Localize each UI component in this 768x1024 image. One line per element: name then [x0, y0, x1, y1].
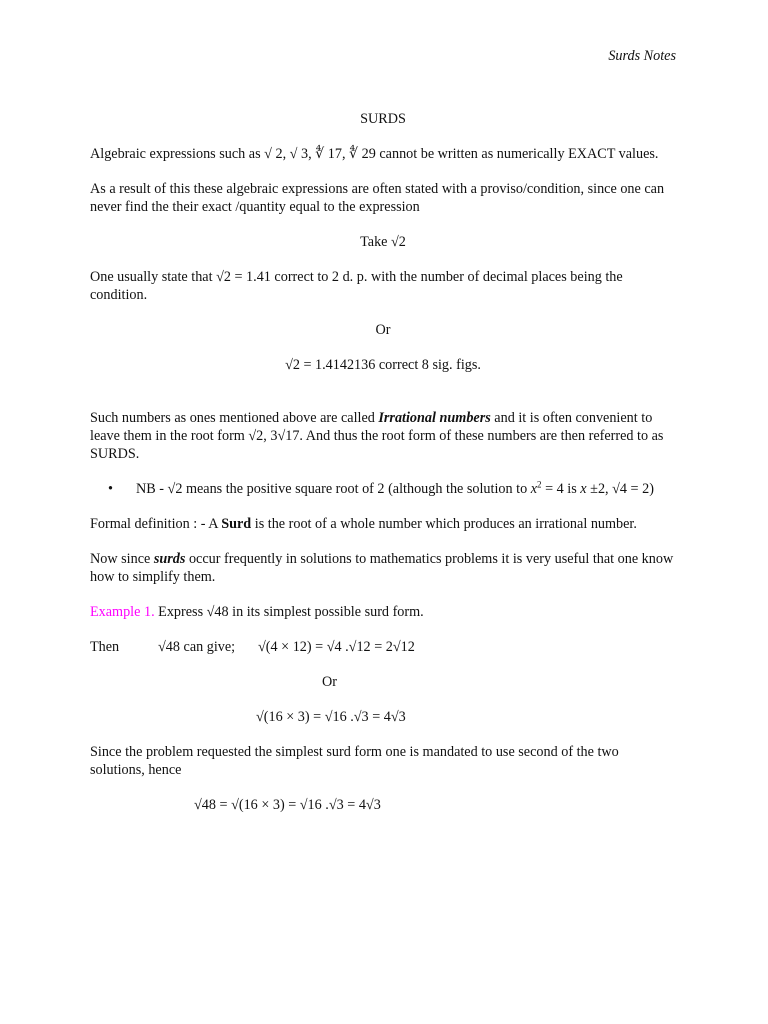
alternate-expression: √(16 × 3) = √16 .√3 = 4√3 — [256, 709, 406, 725]
example-text: Express √48 in its simplest possible surd form. — [154, 604, 424, 620]
irrational-text-a: Such numbers as ones mentioned above are called — [90, 410, 379, 426]
document-body — [90, 110, 676, 814]
take-root-two: Take √2 — [360, 234, 406, 250]
running-header: Surds Notes — [608, 48, 676, 64]
definition-text-b: is the root of a whole number which produces an irrational number. — [251, 516, 637, 532]
or-separator-1: Or — [375, 322, 391, 338]
example-1 — [90, 603, 676, 621]
paragraph-irrational — [90, 409, 676, 463]
then-root-48: √48 can give; — [158, 639, 236, 655]
nb-bullet-item — [108, 480, 676, 498]
nb-text — [136, 480, 676, 498]
nb-text-a: NB - √2 means the positive square root of 2 (although the solution to — [136, 481, 531, 497]
irrational-term: Irrational numbers — [378, 410, 491, 426]
paragraph-conclusion: Since the problem requested the simplest surd form one is mandated to use second of the two solutions, hence — [90, 744, 619, 778]
then-label: Then — [90, 639, 120, 655]
definition-text-a: Formal definition : - A — [90, 516, 222, 532]
paragraph-simplify — [90, 550, 676, 586]
simplify-text-a: Now since — [90, 551, 154, 567]
paragraph-decimal-places: One usually state that √2 = 1.41 correct to 2 d. p. with the number of decimal places being the condition. — [90, 269, 623, 303]
then-line — [90, 638, 676, 656]
nb-var-x2: x — [580, 481, 587, 497]
nb-superscript: 2 — [537, 479, 542, 490]
surds-term: surds — [153, 551, 186, 567]
nb-text-c: ±2, √4 = 2) — [586, 481, 654, 497]
nb-text-b: = 4 is — [541, 481, 581, 497]
nb-var-x1: x — [530, 481, 538, 497]
definition-term: Surd — [221, 516, 252, 532]
doc-title: SURDS — [360, 111, 406, 127]
paragraph-intro: Algebraic expressions such as √ 2, √ 3, ∜ 17, ∜ 29 cannot be written as numerically EXACT values. — [90, 146, 659, 162]
sig-figs-statement: √2 = 1.4142136 correct 8 sig. figs. — [285, 357, 481, 373]
example-label: Example 1. — [90, 604, 155, 620]
bullet-marker: • — [108, 481, 113, 497]
formal-definition — [90, 515, 676, 533]
paragraph-proviso: As a result of this these algebraic expressions are often stated with a proviso/condition, since one can never find the their exact /quantity equal to the expression — [90, 181, 665, 215]
or-separator-2: Or — [322, 674, 337, 690]
simplify-text-b: occur frequently in solutions to mathematics problems it is very useful that one know how to simplify them. — [90, 551, 674, 585]
irrational-text-b: and it is often convenient to leave them in the root form √2, 3√17. And thus the root form of these numbers are then referred to as SURDS. — [90, 410, 664, 462]
then-expression: √(4 × 12) = √4 .√12 = 2√12 — [258, 639, 415, 655]
final-expression: √48 = √(16 × 3) = √16 .√3 = 4√3 — [194, 797, 381, 813]
